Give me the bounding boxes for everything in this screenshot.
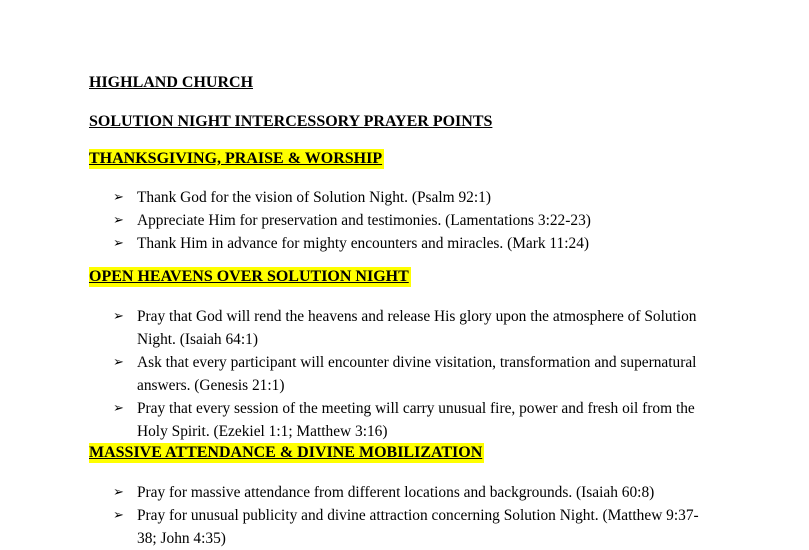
prayer-point-text: Pray for unusual publicity and divine attraction concerning Solution Night. (Matthew 9:37-38; John 4:35) [137,507,699,547]
list-item [113,351,713,397]
list-item [113,504,713,550]
prayer-point-text: Pray that God will rend the heavens and release His glory upon the atmosphere of Solution Night. (Isaiah 64:1) [137,308,697,348]
prayer-point-text: Pray for massive attendance from different locations and backgrounds. (Isaiah 60:8) [137,484,655,501]
arrow-bullet-icon: ➢ [113,401,124,416]
list-item [113,481,713,504]
list-item [113,397,713,443]
arrow-bullet-icon: ➢ [113,213,124,228]
list-item [113,209,713,232]
section-heading-open-heavens: OPEN HEAVENS OVER SOLUTION NIGHT [89,268,409,285]
arrow-bullet-icon: ➢ [113,190,124,205]
document-title: SOLUTION NIGHT INTERCESSORY PRAYER POINTS [89,113,493,130]
section-heading-massive-attendance: MASSIVE ATTENDANCE & DIVINE MOBILIZATION [89,444,483,461]
arrow-bullet-icon: ➢ [113,485,124,500]
arrow-bullet-icon: ➢ [113,309,124,324]
arrow-bullet-icon: ➢ [113,508,124,523]
section-list-open-heavens [113,305,713,443]
prayer-point-text: Ask that every participant will encounter divine visitation, transformation and supernatural answers. (Genesis 21:1) [137,354,697,394]
prayer-point-text: Pray that every session of the meeting will carry unusual fire, power and fresh oil from the Holy Spirit. (Ezekiel 1:1; Matthew 3:16) [137,400,695,440]
prayer-point-text: Appreciate Him for preservation and testimonies. (Lamentations 3:22-23) [137,212,591,229]
list-item [113,305,713,351]
section-list-thanksgiving [113,186,713,255]
list-item [113,186,713,209]
section-heading-thanksgiving: THANKSGIVING, PRAISE & WORSHIP [89,150,383,167]
church-name: HIGHLAND CHURCH [89,74,254,91]
prayer-point-text: Thank Him in advance for mighty encounters and miracles. (Mark 11:24) [137,235,590,252]
prayer-point-text: Thank God for the vision of Solution Night. (Psalm 92:1) [137,189,491,206]
arrow-bullet-icon: ➢ [113,236,124,251]
list-item [113,232,713,255]
arrow-bullet-icon: ➢ [113,355,124,370]
